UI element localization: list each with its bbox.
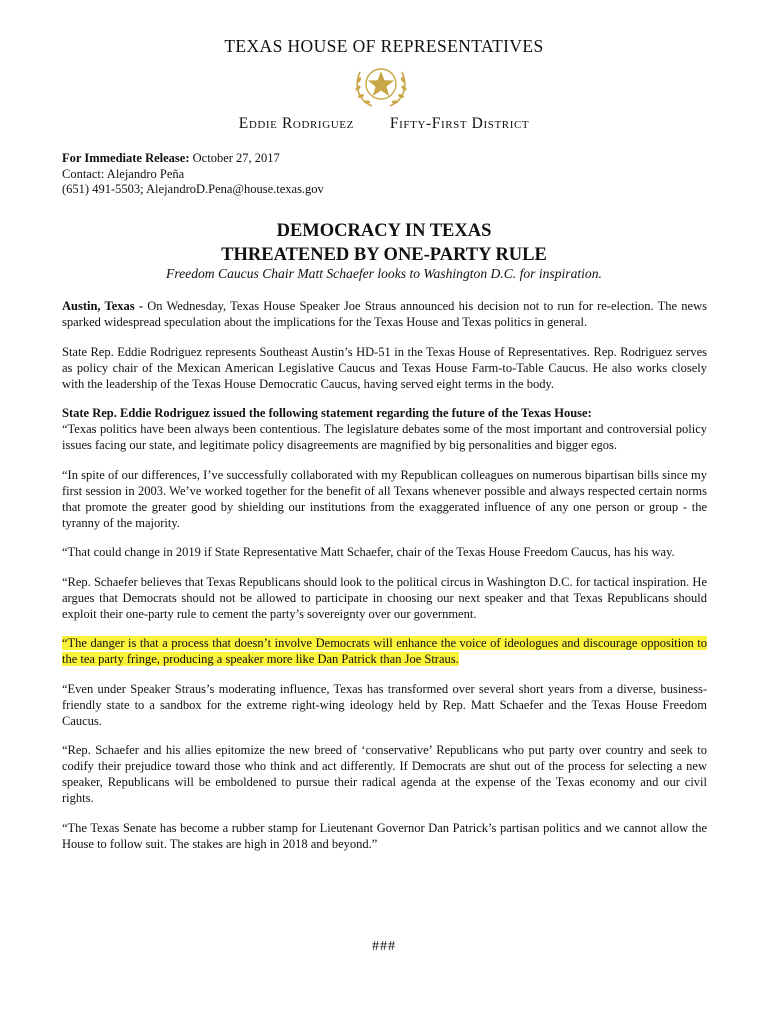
release-date: October 27, 2017 (189, 151, 280, 165)
end-mark: ### (372, 939, 396, 954)
quote-paragraph-3: “That could change in 2019 if State Representative Matt Schaefer, chair of the Texas House Freedom Caucus, has his way. (62, 545, 675, 559)
quote-paragraph-7: “Rep. Schaefer and his allies epitomize the new breed of ‘conservative’ Republicans who put party over country and seek to codify their prejudice toward those who think and act differently. If Democrats are shut out of the process for selecting a new speaker, Republicans will be emboldened to pursue their radical agenda at the expense of the Texas economy and our civil rights. (62, 743, 707, 805)
quote-paragraph-2: “In spite of our differences, I’ve successfully collaborated with my Republican colleagues on numerous bipartisan bills since my first session in 2003. We’ve worked together for the benefit of all Texans whenever possible and always respected certain norms that promote the greater good by shielding our institutions from the exaggerated influence of any one person or group - the tyranny of the majority. (62, 467, 707, 530)
letterhead-title: TEXAS HOUSE OF REPRESENTATIVES (224, 36, 544, 56)
district-name: Fifty-First District (389, 115, 530, 132)
quote-paragraph-6: “Even under Speaker Straus’s moderating influence, Texas has transformed over several short years from a diverse, business-friendly state to a sandbox for the extreme right-wing ideology held by Rep. Matt Schaefer and the Texas House Freedom Caucus. (62, 681, 707, 728)
statement-intro-text: State Rep. Eddie Rodriguez issued the following statement regarding the future of the Texas House: (62, 406, 592, 420)
paragraph-bio: State Rep. Eddie Rodriguez represents Southeast Austin’s HD-51 in the Texas House of Representatives. Rep. Rodriguez serves as policy chair of the Mexican American Legislative Caucus and Texas House Farm-to-Table Caucus. He also works closely with the leadership of the Texas House Democratic Caucus, having served eight terms in the body. (62, 344, 707, 391)
subheadline: Freedom Caucus Chair Matt Schaefer looks to Washington D.C. for inspiration. (166, 266, 602, 281)
quote-paragraph-8: “The Texas Senate has become a rubber stamp for Lieutenant Governor Dan Patrick’s partisan politics and we cannot allow the House to follow suit. The stakes are high in 2018 and beyond.” (62, 820, 707, 851)
paragraph-intro-text: On Wednesday, Texas House Speaker Joe Straus announced his decision not to run for re-election. The news sparked widespread speculation about the implications for the Texas House and Texas politics in general. (62, 299, 707, 329)
quote-paragraph-4: “Rep. Schaefer believes that Texas Republicans should look to the political circus in Washington D.C. for tactical inspiration. He argues that Democrats should not be allowed to participate in choosing our next speaker and that Texas Republicans should exploit their one-party rule to cement the party’s sovereignty over our government. (62, 574, 707, 621)
contact-phone-email: (651) 491-5503; AlejandroD.Pena@house.texas.gov (62, 182, 324, 196)
headline-line-2: THREATENED BY ONE-PARTY RULE (221, 245, 547, 265)
statement-intro (62, 405, 707, 421)
dateline: Austin, Texas - (62, 299, 144, 313)
release-label: For Immediate Release: (62, 151, 190, 165)
texas-star-seal-icon (350, 56, 412, 112)
representative-line (0, 115, 768, 133)
headline-line-1: DEMOCRACY IN TEXAS (276, 221, 492, 241)
quote-paragraph-5-highlighted (62, 635, 707, 667)
quote-paragraph-1: “Texas politics have been always been contentious. The legislature debates some of the most important and controversial policy issues facing our state, and legitimate policy disagreements are magnified by big personalities and bigger egos. (62, 422, 707, 452)
representative-name: Eddie Rodriguez (238, 115, 354, 132)
release-date-line (62, 151, 722, 167)
paragraph-intro (62, 298, 707, 330)
headline (0, 219, 768, 267)
highlighted-quote: “The danger is that a process that doesn’t involve Democrats will enhance the voice of ideologues and discourage opposition to the tea party fringe, producing a speaker more like Dan Patrick than Joe Straus. (62, 636, 707, 666)
release-body (62, 298, 707, 865)
contact-name: Contact: Alejandro Peña (62, 166, 185, 181)
release-info (62, 151, 722, 198)
